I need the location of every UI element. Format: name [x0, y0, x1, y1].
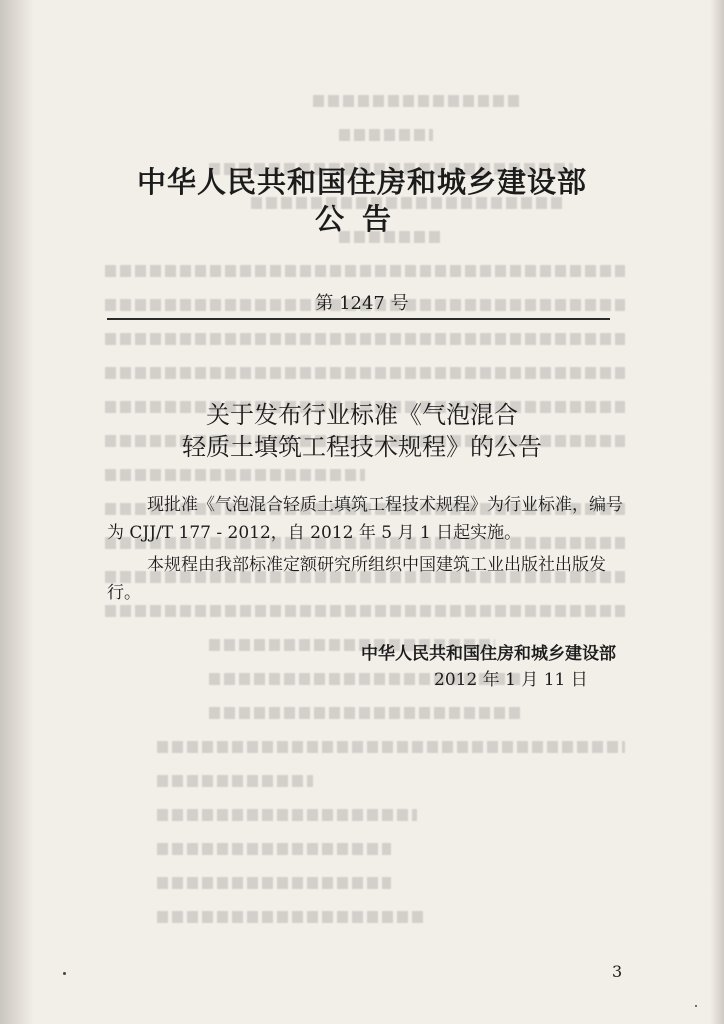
announcement-title: 公告 — [314, 202, 409, 236]
header-divider — [107, 318, 610, 320]
body-paragraph-1: 现批准《气泡混合轻质土填筑工程技术规程》为行业标准，编号为 CJJ/T 177 - 2012，自 2012 年 5 月 1 日起实施。 — [107, 495, 623, 543]
page-edge-shadow — [710, 0, 724, 1024]
page-number: 3 — [612, 962, 623, 981]
scan-speck — [63, 972, 66, 975]
announcement-number: 第 1247 号 — [315, 293, 409, 314]
issue-date: 2012 年 1 月 11 日 — [434, 670, 588, 690]
binding-shadow — [0, 0, 34, 1024]
issuer-signature: 中华人民共和国住房和城乡建设部 — [361, 644, 616, 664]
scan-speck — [695, 1005, 697, 1007]
subtitle-line-2: 轻质土填筑工程技术规程》的公告 — [182, 433, 542, 461]
subtitle-line-1: 关于发布行业标准《气泡混合 — [206, 401, 518, 429]
ministry-title: 中华人民共和国住房和城乡建设部 — [136, 165, 587, 199]
body-paragraph-2: 本规程由我部标准定额研究所组织中国建筑工业出版社出版发行。 — [107, 555, 606, 603]
